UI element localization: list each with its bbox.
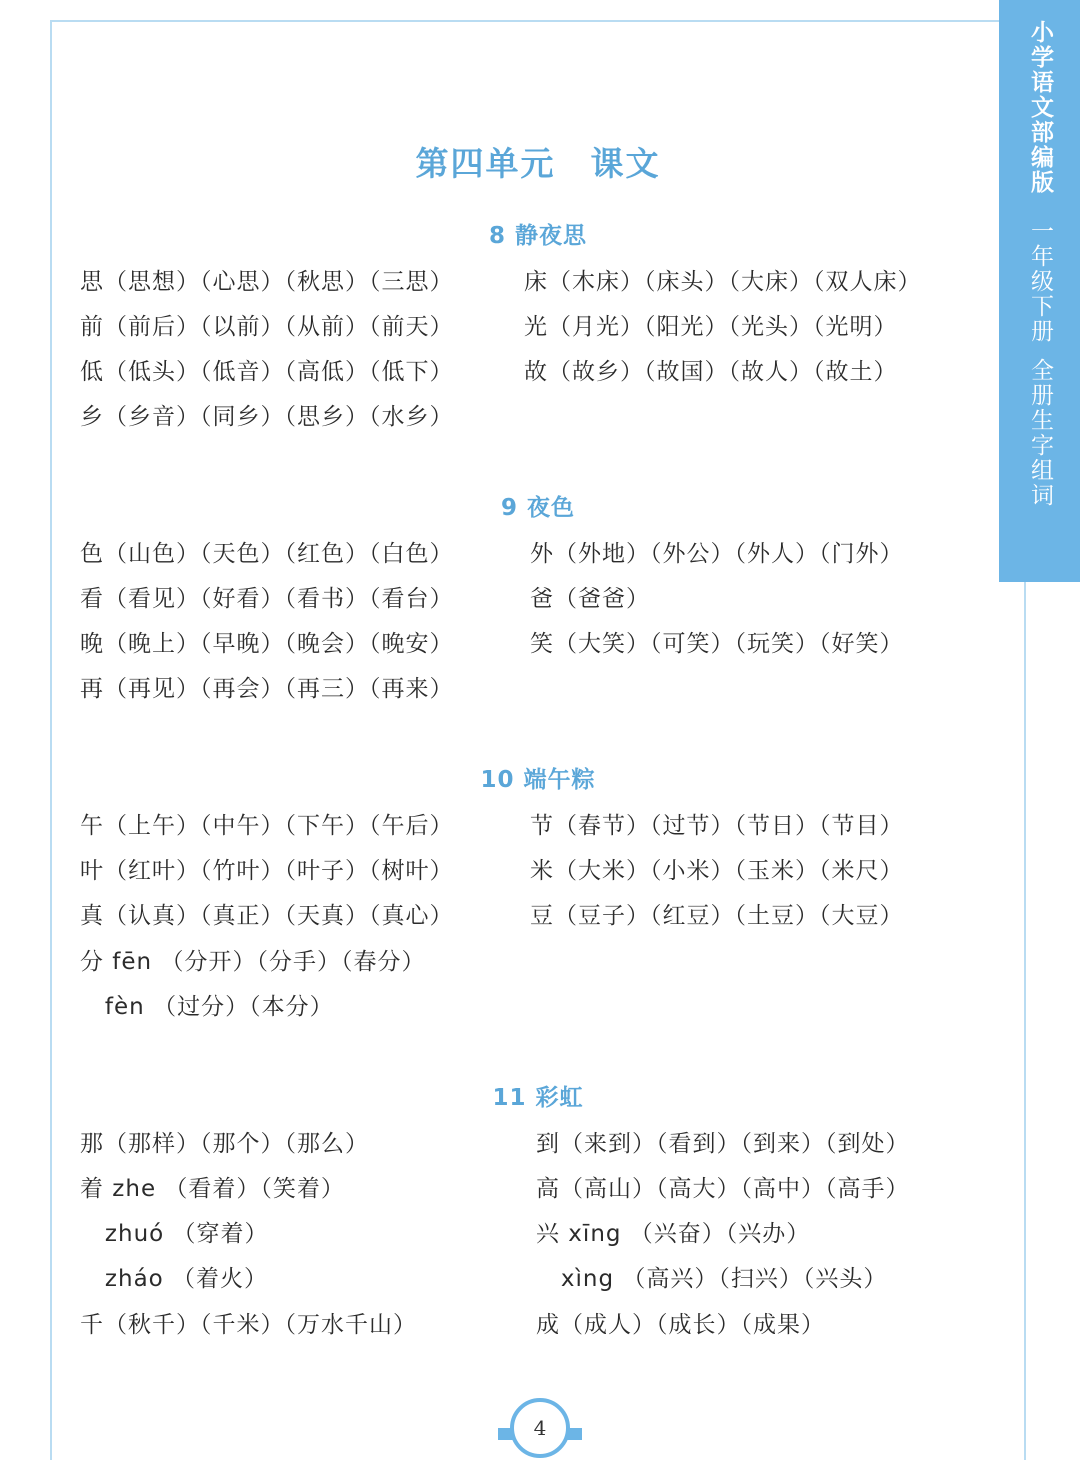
lesson-title-10: 10 端午粽 (480, 767, 596, 793)
side-tab-grade: 一年级下册 (1027, 219, 1053, 344)
side-tab-subject: 全册生字组词 (1027, 358, 1053, 508)
word-line: 千（秋千）（千米）（万水千山） (80, 1312, 417, 1338)
word-line: 成（成人）（成长）（成果） (536, 1312, 825, 1338)
word-line: 故（故乡）（故国）（故人）（故土） (524, 359, 898, 385)
word-line: 着 zhe （看着）（笑着） (80, 1176, 345, 1202)
word-line: 前（前后）（以前）（从前）（前天） (80, 314, 454, 340)
word-line: 思（思想）（心思）（秋思）（三思） (80, 269, 454, 295)
word-line: 豆（豆子）（红豆）（土豆）（大豆） (530, 903, 904, 929)
word-line: 爸（爸爸） (530, 586, 650, 612)
word-line: 乡（乡音）（同乡）（思乡）（水乡） (80, 404, 454, 430)
side-tab-series: 小学语文部编版 (1027, 20, 1053, 195)
word-line: 床（木床）（床头）（大床）（双人床） (524, 269, 922, 295)
word-line: 那（那样）（那个）（那么） (80, 1131, 369, 1157)
word-line: 低（低头）（低音）（高低）（低下） (80, 359, 454, 385)
word-line: zháo （着火） (80, 1266, 269, 1292)
word-line: 晚（晚上）（早晚）（晚会）（晚安） (80, 631, 454, 657)
word-line: zhuó （穿着） (80, 1221, 269, 1247)
word-line: 外（外地）（外公）（外人）（门外） (530, 541, 904, 567)
word-line: 叶（红叶）（竹叶）（叶子）（树叶） (80, 858, 454, 884)
word-line: 米（大米）（小米）（玉米）（米尺） (530, 858, 904, 884)
word-line: 看（看见）（好看）（看书）（看台） (80, 586, 454, 612)
word-line: 色（山色）（天色）（红色）（白色） (80, 541, 454, 567)
lesson-title-9: 9 夜色 (500, 495, 575, 521)
word-line: 到（来到）（看到）（到来）（到处） (536, 1131, 910, 1157)
word-line: xìng （高兴）（扫兴）（兴头） (536, 1266, 888, 1292)
word-line: 真（认真）（真正）（天真）（真心） (80, 903, 454, 929)
side-tab-label (999, 20, 1080, 508)
word-line: fèn （过分）（本分） (80, 994, 334, 1020)
word-line: 分 fēn （分开）（分手）（春分） (80, 949, 426, 975)
word-line: 节（春节）（过节）（节日）（节目） (530, 813, 904, 839)
word-line: 光（月光）（阳光）（光头）（光明） (524, 314, 898, 340)
word-line: 笑（大笑）（可笑）（玩笑）（好笑） (530, 631, 904, 657)
lesson-title-11: 11 彩虹 (492, 1085, 584, 1111)
word-line: 午（上午）（中午）（下午）（午后） (80, 813, 454, 839)
page-number: 4 (510, 1398, 570, 1458)
unit-title: 第四单元 课文 (415, 144, 661, 183)
word-line: 高（高山）（高大）（高中）（高手） (536, 1176, 910, 1202)
lesson-title-8: 8 静夜思 (488, 223, 587, 249)
word-line: 再（再见）（再会）（再三）（再来） (80, 676, 454, 702)
word-line: 兴 xīng （兴奋）（兴办） (536, 1221, 811, 1247)
